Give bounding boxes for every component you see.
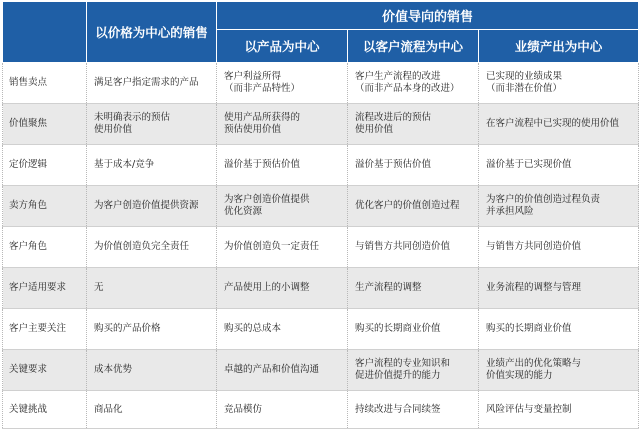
table-cell: 溢价基于预估价值 [348,145,479,186]
table-row [3,391,639,429]
table-cell: 与销售方共同创造价值 [348,227,479,268]
table-cell: 无 [87,268,217,309]
header-price-centric: 以价格为中心的销售 [87,2,217,63]
sales-comparison-table [2,1,639,429]
table-row [3,104,639,145]
row-label: 关键要求 [3,350,87,391]
header-process-centric: 以客户流程为中心 [348,30,479,63]
corner-header-cell [3,2,87,63]
table-cell: 在客户流程中已实现的使用价值 [479,104,639,145]
table-cell: 未明确表示的预估 使用价值 [87,104,217,145]
table-cell: 业绩产出的优化策略与 价值实现的能力 [479,350,639,391]
table-cell: 卓越的产品和价值沟通 [217,350,348,391]
table-row [3,227,639,268]
table-cell: 流程改进后的预估 使用价值 [348,104,479,145]
table-row [3,63,639,104]
table-cell: 风险评估与变量控制 [479,391,639,429]
table-cell: 产品使用上的小调整 [217,268,348,309]
table-cell: 客户利益所得 （而非产品特性） [217,63,348,104]
table-cell: 购买的总成本 [217,309,348,350]
table-row [3,145,639,186]
row-label: 定价逻辑 [3,145,87,186]
row-label: 关键挑战 [3,391,87,429]
table-cell: 业务流程的调整与管理 [479,268,639,309]
table-row [3,309,639,350]
table-cell: 溢价基于预估价值 [217,145,348,186]
table-row [3,350,639,391]
table-cell: 溢价基于已实现价值 [479,145,639,186]
table-cell: 竞品模仿 [217,391,348,429]
table-cell: 为客户的价值创造过程负责 并承担风险 [479,186,639,227]
table-cell: 商品化 [87,391,217,429]
table-cell: 生产流程的调整 [348,268,479,309]
table-cell: 为价值创造负完全责任 [87,227,217,268]
table-cell: 客户流程的专业知识和 促进价值提升的能力 [348,350,479,391]
table-cell: 购买的产品价格 [87,309,217,350]
row-label: 卖方角色 [3,186,87,227]
table-cell: 基于成本/竞争 [87,145,217,186]
table-cell: 为客户创造价值提供 优化资源 [217,186,348,227]
row-label: 客户主要关注 [3,309,87,350]
header-performance-centric: 业绩产出为中心 [479,30,639,63]
table-cell: 优化客户的价值创造过程 [348,186,479,227]
table-cell: 客户生产流程的改进 （而非产品本身的改进） [348,63,479,104]
row-label: 客户角色 [3,227,87,268]
table-row [3,268,639,309]
table-cell: 已实现的业绩成果 （而非潜在价值） [479,63,639,104]
table-cell: 与销售方共同创造价值 [479,227,639,268]
table-cell: 满足客户指定需求的产品 [87,63,217,104]
table-cell: 购买的长期商业价值 [348,309,479,350]
row-label: 价值聚焦 [3,104,87,145]
table-cell: 购买的长期商业价值 [479,309,639,350]
row-label: 客户适用要求 [3,268,87,309]
table-cell: 持续改进与合同续签 [348,391,479,429]
header-value-oriented-group: 价值导向的销售 [217,2,639,30]
table-cell: 为客户创造价值提供资源 [87,186,217,227]
table-cell: 为价值创造负一定责任 [217,227,348,268]
table-cell: 使用产品所获得的 预估使用价值 [217,104,348,145]
table-cell: 成本优势 [87,350,217,391]
header-product-centric: 以产品为中心 [217,30,348,63]
row-label: 销售卖点 [3,63,87,104]
table-row [3,186,639,227]
